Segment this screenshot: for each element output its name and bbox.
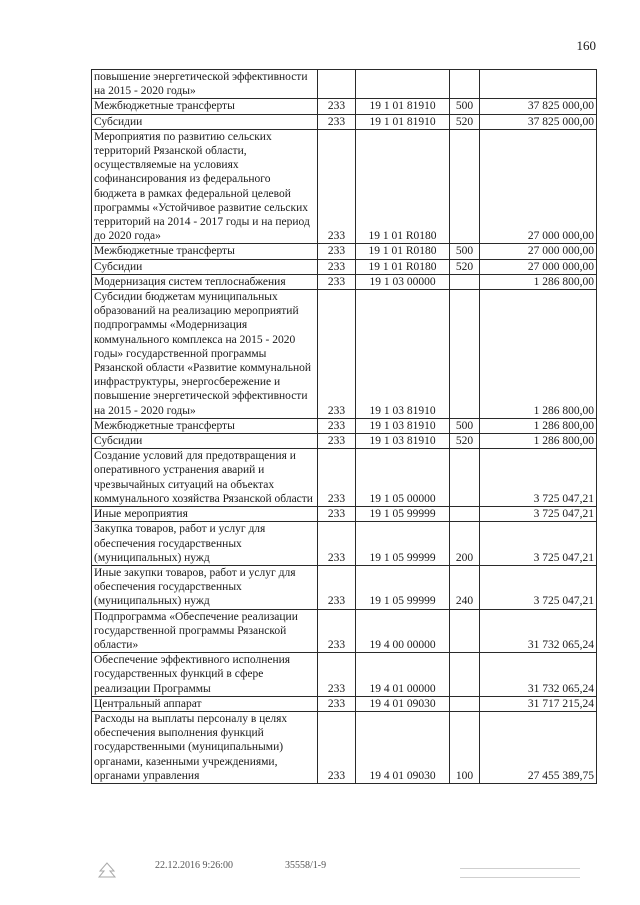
- row-amount: 27 000 000,00: [480, 259, 597, 274]
- table-row: [92, 70, 597, 99]
- row-target-code: 19 1 05 99999: [356, 565, 450, 609]
- row-expense-type: 240: [450, 565, 480, 609]
- row-target-code: 19 4 01 09030: [356, 711, 450, 783]
- row-target-code: 19 1 05 99999: [356, 522, 450, 566]
- row-name: Межбюджетные трансферты: [92, 99, 318, 114]
- row-name: Субсидии: [92, 434, 318, 449]
- row-code: 233: [318, 565, 356, 609]
- row-expense-type: [450, 274, 480, 289]
- table-row: [92, 565, 597, 609]
- row-name: Модернизация систем теплоснабжения: [92, 274, 318, 289]
- row-name: Обеспечение эффективного исполнения государственных функций в сфере реализации Программы: [92, 653, 318, 697]
- row-name: Подпрограмма «Обеспечение реализации государственной программы Рязанской области»: [92, 609, 318, 653]
- row-code: 233: [318, 259, 356, 274]
- footer-datetime: 22.12.2016 9:26:00: [155, 860, 234, 871]
- table-row: [92, 434, 597, 449]
- row-amount: 3 725 047,21: [480, 507, 597, 522]
- row-target-code: [356, 70, 450, 99]
- row-code: 233: [318, 244, 356, 259]
- row-name: Расходы на выплаты персоналу в целях обеспечения выполнения функций государственными (муниципальными) органами, казенными учреждениями, органами управления: [92, 711, 318, 783]
- row-target-code: 19 1 05 99999: [356, 507, 450, 522]
- row-amount: 31 732 065,24: [480, 609, 597, 653]
- row-target-code: 19 1 01 81910: [356, 114, 450, 129]
- table-row: [92, 653, 597, 697]
- row-amount: 1 286 800,00: [480, 290, 597, 419]
- page-number: 160: [576, 38, 596, 53]
- row-name: Межбюджетные трансферты: [92, 418, 318, 433]
- row-expense-type: [450, 609, 480, 653]
- row-target-code: 19 1 05 00000: [356, 449, 450, 507]
- row-name: Субсидии бюджетам муниципальных образований на реализацию мероприятий подпрограммы «Модернизация коммунального комплекса на 2015 - 2020 годы» государственной программы Рязанской области «Развитие коммунальной инфраструктуры, энергосбережение и повышение энергетической эффективности на 2015 - 2020 годы»: [92, 290, 318, 419]
- row-expense-type: 520: [450, 259, 480, 274]
- row-expense-type: [450, 507, 480, 522]
- row-code: [318, 70, 356, 99]
- row-expense-type: [450, 290, 480, 419]
- table-row: [92, 507, 597, 522]
- row-amount: 3 725 047,21: [480, 449, 597, 507]
- row-amount: 31 732 065,24: [480, 653, 597, 697]
- table-row: [92, 244, 597, 259]
- table-row: [92, 274, 597, 289]
- row-amount: 27 455 389,75: [480, 711, 597, 783]
- row-expense-type: [450, 653, 480, 697]
- table-row: [92, 129, 597, 244]
- row-code: 233: [318, 507, 356, 522]
- table-row: [92, 609, 597, 653]
- row-amount: 1 286 800,00: [480, 434, 597, 449]
- table-row: [92, 522, 597, 566]
- row-code: 233: [318, 290, 356, 419]
- row-amount: 31 717 215,24: [480, 696, 597, 711]
- row-amount: 37 825 000,00: [480, 114, 597, 129]
- row-target-code: 19 1 01 R0180: [356, 259, 450, 274]
- table-row: [92, 696, 597, 711]
- row-code: 233: [318, 609, 356, 653]
- row-amount: 27 000 000,00: [480, 129, 597, 244]
- row-amount: 3 725 047,21: [480, 565, 597, 609]
- row-code: 233: [318, 434, 356, 449]
- row-amount: 1 286 800,00: [480, 418, 597, 433]
- row-expense-type: 500: [450, 418, 480, 433]
- table-row: [92, 99, 597, 114]
- row-target-code: 19 1 03 81910: [356, 290, 450, 419]
- row-code: 233: [318, 274, 356, 289]
- row-target-code: 19 1 01 81910: [356, 99, 450, 114]
- row-name: Создание условий для предотвращения и оперативного устранения аварий и чрезвычайных ситуаций на объектах коммунального хозяйства Рязанской области: [92, 449, 318, 507]
- row-expense-type: [450, 70, 480, 99]
- row-target-code: 19 1 03 81910: [356, 418, 450, 433]
- row-code: 233: [318, 418, 356, 433]
- row-name: повышение энергетической эффективности на 2015 - 2020 годы»: [92, 70, 318, 99]
- row-code: 233: [318, 522, 356, 566]
- row-name: Центральный аппарат: [92, 696, 318, 711]
- row-expense-type: 500: [450, 244, 480, 259]
- signature-mark: [460, 860, 580, 882]
- row-code: 233: [318, 711, 356, 783]
- row-code: 233: [318, 653, 356, 697]
- row-name: Иные закупки товаров, работ и услуг для обеспечения государственных (муниципальных) нужд: [92, 565, 318, 609]
- row-amount: 1 286 800,00: [480, 274, 597, 289]
- table-row: [92, 449, 597, 507]
- row-code: 233: [318, 129, 356, 244]
- row-name: Мероприятия по развитию сельских территорий Рязанской области, осуществляемые на условиях софинансирования из федерального бюджета в рамках федеральной целевой программы «Устойчивое развитие сельских территорий на 2014 - 2017 годы и на период до 2020 года»: [92, 129, 318, 244]
- row-amount: 37 825 000,00: [480, 99, 597, 114]
- row-target-code: 19 4 01 09030: [356, 696, 450, 711]
- budget-table-body: [92, 70, 597, 784]
- row-name: Субсидии: [92, 114, 318, 129]
- row-target-code: 19 4 01 00000: [356, 653, 450, 697]
- row-code: 233: [318, 449, 356, 507]
- row-expense-type: 520: [450, 114, 480, 129]
- row-amount: [480, 70, 597, 99]
- table-row: [92, 711, 597, 783]
- row-target-code: 19 1 01 R0180: [356, 244, 450, 259]
- row-expense-type: 100: [450, 711, 480, 783]
- table-row: [92, 259, 597, 274]
- row-name: Субсидии: [92, 259, 318, 274]
- row-expense-type: 500: [450, 99, 480, 114]
- table-row: [92, 418, 597, 433]
- row-name: Иные мероприятия: [92, 507, 318, 522]
- budget-table: [91, 69, 597, 784]
- footer-doc-number: 35558/1-9: [285, 860, 327, 871]
- row-code: 233: [318, 696, 356, 711]
- row-code: 233: [318, 99, 356, 114]
- table-row: [92, 290, 597, 419]
- row-amount: 27 000 000,00: [480, 244, 597, 259]
- row-target-code: 19 1 03 81910: [356, 434, 450, 449]
- row-expense-type: 520: [450, 434, 480, 449]
- row-expense-type: [450, 696, 480, 711]
- row-expense-type: 200: [450, 522, 480, 566]
- tree-icon: [96, 862, 118, 880]
- row-expense-type: [450, 129, 480, 244]
- row-target-code: 19 4 00 00000: [356, 609, 450, 653]
- row-target-code: 19 1 03 00000: [356, 274, 450, 289]
- row-name: Закупка товаров, работ и услуг для обеспечения государственных (муниципальных) нужд: [92, 522, 318, 566]
- row-target-code: 19 1 01 R0180: [356, 129, 450, 244]
- row-expense-type: [450, 449, 480, 507]
- table-row: [92, 114, 597, 129]
- row-code: 233: [318, 114, 356, 129]
- row-amount: 3 725 047,21: [480, 522, 597, 566]
- row-name: Межбюджетные трансферты: [92, 244, 318, 259]
